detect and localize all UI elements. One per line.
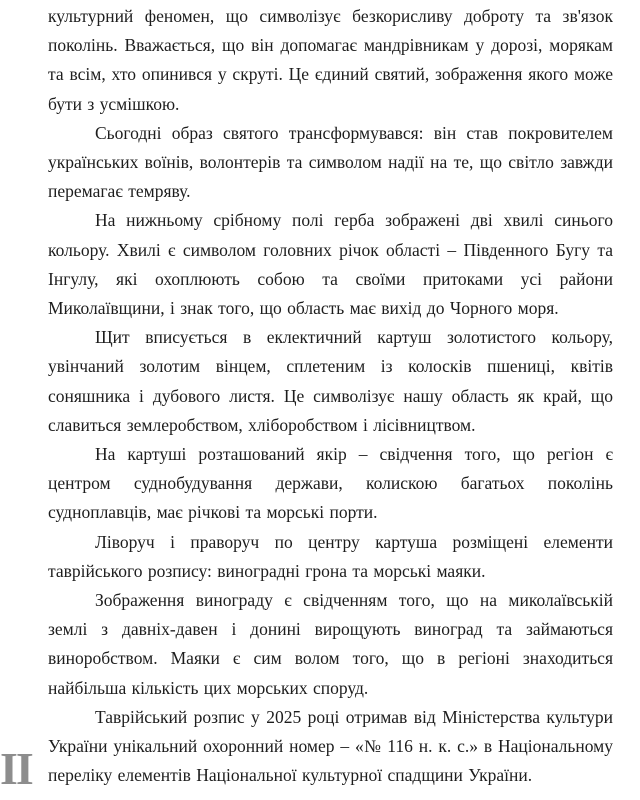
paragraph-grapes-lighthouses: Зображення винограду є свідченням того, що на миколаївській землі з давніх-давен і донині вирощують виноград та займаються виноробством. Маяки є сим волом того, що в регіоні знаходиться найбільша кількість цих морських споруд. [48, 590, 613, 698]
page-marker-ii: II [0, 743, 32, 794]
paragraph-golden-cartouche: Щит вписується в еклектичний картуш золотистого кольору, увінчаний золотим вінцем, сплетеним із колосків пшениці, квітів соняшника і дубового листя. Це символізує нашу область як край, що славиться землеробством, хліборобством і лісівництвом. [48, 327, 613, 435]
paragraph-tavrian-painting-elements: Ліворуч і праворуч по центру картуша розміщені елементи таврійського розпису: виноградні грона та морські маяки. [48, 531, 613, 581]
paragraph-silver-field-waves: На нижньому срібному полі герба зображені дві хвилі синього кольору. Хвилі є символом головних річок області – Південного Бугу та Інгулу, які охоплюють собою та своїми притоками усі райони Миколаївщини, і знак того, що область має вихід до Чорного моря. [48, 210, 613, 319]
paragraph-heritage-number: Таврійський розпис у 2025 році отримав від Міністерства культури України унікальний охоронний номер – «№ 116 н. к. с.» в Національному переліку елементів Національної культурної спадщини України. [48, 706, 613, 786]
paragraph-continuation: культурний феномен, що символізує безкорисливу доброту та зв'язок поколінь. Вважається, що він допомагає мандрівникам у дорозі, морякам та всім, хто опинився у скруті. Це єдиний святий, зображення якого може бути з усмішкою. [48, 6, 613, 114]
paragraph-anchor: На картуші розташований якір – свідчення того, що регіон є центром суднобудування держави, колискою багатьох поколінь судноплавців, має річкові та морські порти. [48, 444, 613, 523]
paragraph-saint-transformation: Сьогодні образ святого трансформувався: він став покровителем українських воїнів, волонтерів та символом надії на те, що світло завжди перемагає темряву. [48, 122, 613, 202]
document-text-block [48, 2, 613, 790]
